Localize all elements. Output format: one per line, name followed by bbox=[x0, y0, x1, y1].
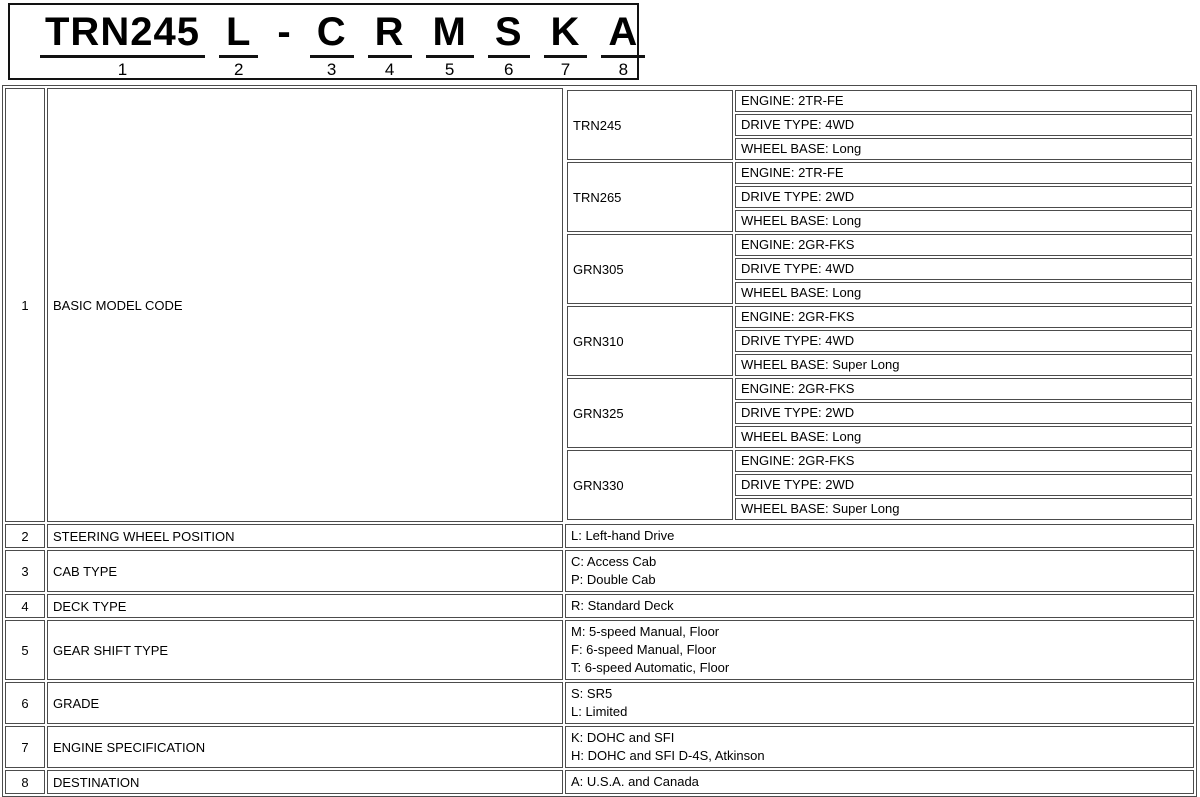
row-values-cell bbox=[565, 524, 1194, 548]
code-segment bbox=[310, 12, 354, 79]
model-attribute-cell: ENGINE: 2GR-FKS bbox=[735, 234, 1192, 256]
model-attribute-cell: ENGINE: 2GR-FKS bbox=[735, 378, 1192, 400]
code-char: L bbox=[219, 12, 258, 58]
code-value-line: H: DOHC and SFI D-4S, Atkinson bbox=[571, 748, 765, 763]
code-segment bbox=[426, 12, 474, 79]
code-segment bbox=[219, 12, 258, 79]
row-label-cell: STEERING WHEEL POSITION bbox=[47, 524, 563, 548]
model-attribute-cell: ENGINE: 2GR-FKS bbox=[735, 306, 1192, 328]
row-values-cell bbox=[565, 682, 1194, 724]
model-code-cell: GRN330 bbox=[567, 450, 733, 520]
code-value-line: K: DOHC and SFI bbox=[571, 730, 675, 745]
row-label-cell: DECK TYPE bbox=[47, 594, 563, 618]
model-row bbox=[567, 306, 1192, 328]
code-segment bbox=[544, 12, 588, 79]
code-separator: - bbox=[277, 10, 291, 54]
row-number-cell: 5 bbox=[5, 620, 45, 680]
code-char: K bbox=[544, 12, 588, 58]
model-code-cell: GRN305 bbox=[567, 234, 733, 304]
model-attribute-cell: WHEEL BASE: Super Long bbox=[735, 498, 1192, 520]
row-values-cell bbox=[565, 620, 1194, 680]
table-row bbox=[5, 550, 1194, 592]
code-value-line: C: Access Cab bbox=[571, 554, 657, 569]
code-char: R bbox=[368, 12, 412, 58]
code-value-line: R: Standard Deck bbox=[571, 598, 674, 613]
row-number-cell: 6 bbox=[5, 682, 45, 724]
code-value-line: A: U.S.A. and Canada bbox=[571, 774, 699, 789]
code-char: A bbox=[601, 12, 645, 58]
code-value-line: L: Left-hand Drive bbox=[571, 528, 675, 543]
row-number-cell: 1 bbox=[5, 88, 45, 522]
model-attribute-cell: WHEEL BASE: Long bbox=[735, 138, 1192, 160]
code-position-number: 2 bbox=[233, 60, 244, 79]
model-row bbox=[567, 450, 1192, 472]
model-code-cell: GRN325 bbox=[567, 378, 733, 448]
table-row bbox=[5, 620, 1194, 680]
model-code-cell: TRN245 bbox=[567, 90, 733, 160]
code-position-number: 7 bbox=[560, 60, 571, 79]
code-position-number: 4 bbox=[384, 60, 395, 79]
code-segment bbox=[488, 12, 530, 79]
row-number-cell: 2 bbox=[5, 524, 45, 548]
model-code-legend bbox=[8, 3, 639, 80]
code-char: TRN245 bbox=[40, 12, 205, 58]
code-value-line: P: Double Cab bbox=[571, 572, 656, 587]
row-number-cell: 4 bbox=[5, 594, 45, 618]
model-row bbox=[567, 90, 1192, 112]
model-attribute-cell: DRIVE TYPE: 2WD bbox=[735, 186, 1192, 208]
code-segment bbox=[40, 12, 205, 79]
code-segment bbox=[368, 12, 412, 79]
code-position-number: 5 bbox=[444, 60, 455, 79]
code-position-number: 8 bbox=[618, 60, 629, 79]
row-values-cell bbox=[565, 550, 1194, 592]
model-attribute-cell: WHEEL BASE: Super Long bbox=[735, 354, 1192, 376]
model-attribute-cell: DRIVE TYPE: 2WD bbox=[735, 402, 1192, 424]
model-attribute-cell: DRIVE TYPE: 4WD bbox=[735, 330, 1192, 352]
row-label-cell: BASIC MODEL CODE bbox=[47, 88, 563, 522]
model-attribute-cell: WHEEL BASE: Long bbox=[735, 210, 1192, 232]
table-row bbox=[5, 682, 1194, 724]
table-row bbox=[5, 594, 1194, 618]
model-code-line bbox=[40, 12, 637, 79]
model-attribute-cell: WHEEL BASE: Long bbox=[735, 426, 1192, 448]
table-row bbox=[5, 524, 1194, 548]
model-code-cell: GRN310 bbox=[567, 306, 733, 376]
model-attribute-cell: WHEEL BASE: Long bbox=[735, 282, 1192, 304]
table-row bbox=[5, 88, 1194, 522]
row-number-cell: 7 bbox=[5, 726, 45, 768]
code-value-line: M: 5-speed Manual, Floor bbox=[571, 624, 720, 639]
row-values-cell bbox=[565, 770, 1194, 794]
code-value-line: F: 6-speed Manual, Floor bbox=[571, 642, 717, 657]
code-value-line: L: Limited bbox=[571, 704, 628, 719]
row-label-cell: DESTINATION bbox=[47, 770, 563, 794]
row-label-cell: ENGINE SPECIFICATION bbox=[47, 726, 563, 768]
model-attribute-cell: DRIVE TYPE: 4WD bbox=[735, 114, 1192, 136]
row-values-cell bbox=[565, 726, 1194, 768]
code-char: S bbox=[488, 12, 530, 58]
model-row bbox=[567, 234, 1192, 256]
model-attribute-cell: ENGINE: 2TR-FE bbox=[735, 90, 1192, 112]
model-attribute-cell: ENGINE: 2GR-FKS bbox=[735, 450, 1192, 472]
model-attribute-cell: DRIVE TYPE: 2WD bbox=[735, 474, 1192, 496]
table-row bbox=[5, 726, 1194, 768]
model-code-table bbox=[2, 85, 1197, 797]
row-label-cell: GRADE bbox=[47, 682, 563, 724]
model-attribute-cell: DRIVE TYPE: 4WD bbox=[735, 258, 1192, 280]
model-attribute-cell: ENGINE: 2TR-FE bbox=[735, 162, 1192, 184]
model-code-cell: TRN265 bbox=[567, 162, 733, 232]
code-position-number: 3 bbox=[326, 60, 337, 79]
row-values-cell bbox=[565, 594, 1194, 618]
code-value-line: S: SR5 bbox=[571, 686, 613, 701]
model-code-inner-table bbox=[565, 88, 1194, 522]
code-value-line: T: 6-speed Automatic, Floor bbox=[571, 660, 730, 675]
table-row bbox=[5, 770, 1194, 794]
code-char: M bbox=[426, 12, 474, 58]
model-row bbox=[567, 378, 1192, 400]
model-row bbox=[567, 162, 1192, 184]
code-char: C bbox=[310, 12, 354, 58]
row-number-cell: 8 bbox=[5, 770, 45, 794]
code-segment bbox=[601, 12, 645, 79]
row-number-cell: 3 bbox=[5, 550, 45, 592]
row-label-cell: CAB TYPE bbox=[47, 550, 563, 592]
row-label-cell: GEAR SHIFT TYPE bbox=[47, 620, 563, 680]
model-codes-cell bbox=[565, 88, 1194, 522]
code-position-number: 1 bbox=[117, 60, 128, 79]
code-position-number: 6 bbox=[503, 60, 514, 79]
